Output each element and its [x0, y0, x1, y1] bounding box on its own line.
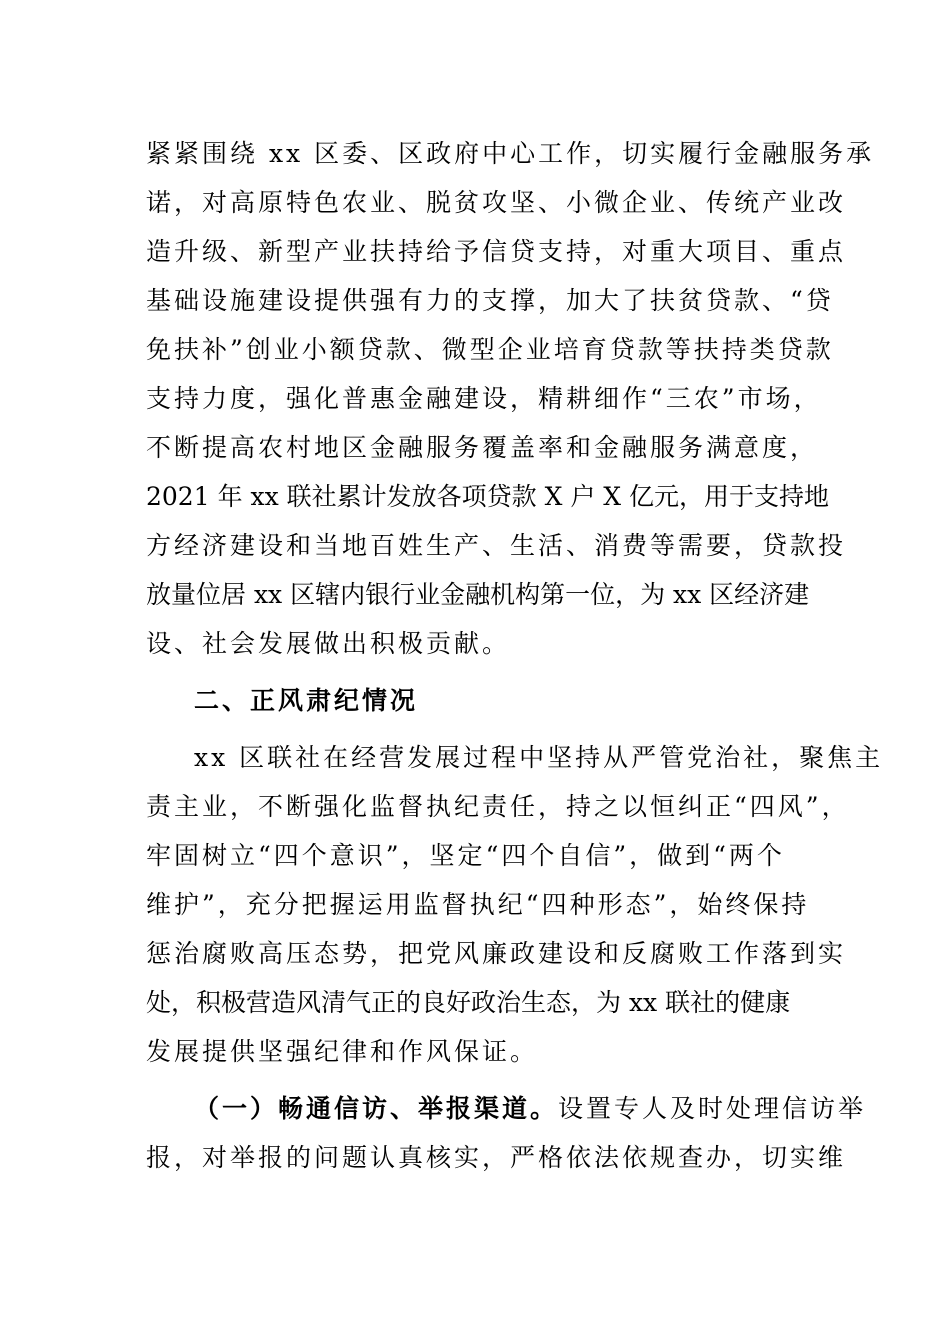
paragraph-line: 报，对举报的问题认真核实，严格依法依规查办，切实维 — [146, 1143, 847, 1172]
paragraph-line: 责主业，不断强化监督执纪责任，持之以恒纠正“四风”， — [146, 792, 850, 821]
subsection-heading: （一）畅通信访、举报渠道。 — [194, 1094, 559, 1123]
paragraph-line: 诺，对高原特色农业、脱贫攻坚、小微企业、传统产业改 — [146, 188, 847, 217]
paragraph-line: 方经济建设和当地百姓生产、生活、消费等需要，贷款投 — [146, 531, 847, 560]
paragraph-line: 支持力度，强化普惠金融建设，精耕细作“三农”市场， — [146, 384, 822, 413]
paragraph-line: 发展提供坚强纪律和作风保证。 — [146, 1037, 539, 1066]
paragraph-line: 维护”，充分把握运用监督执纪“四种形态”，始终保持 — [146, 890, 810, 919]
paragraph-line: xx 区联社在经营发展过程中坚持从严管党治社，聚焦主 — [194, 743, 884, 772]
paragraph-line: 2021 年 xx 联社累计发放各项贷款 X 户 X 亿元，用于支持地 — [146, 482, 830, 511]
paragraph-line: 放量位居 xx 区辖内银行业金融机构第一位，为 xx 区经济建 — [146, 580, 810, 609]
paragraph-line: 紧紧围绕 xx 区委、区政府中心工作，切实履行金融服务承 — [146, 139, 875, 168]
paragraph-line: 牢固树立“四个意识”，坚定“四个自信”，做到“两个 — [146, 841, 785, 870]
paragraph-line: 造升级、新型产业扶持给予信贷支持，对重大项目、重点 — [146, 237, 847, 266]
paragraph-line: 免扶补”创业小额贷款、微型企业培育贷款等扶持类贷款 — [146, 335, 834, 364]
paragraph-line: 设、社会发展做出积极贡献。 — [146, 629, 511, 658]
paragraph-line: 基础设施建设提供强有力的支撑，加大了扶贫贷款、“贷 — [146, 286, 834, 315]
paragraph-line: 处，积极营造风清气正的良好政治生态，为 xx 联社的健康 — [146, 988, 791, 1017]
paragraph-line: 惩治腐败高压态势，把党风廉政建设和反腐败工作落到实 — [146, 939, 847, 968]
paragraph-text: 设置专人及时处理信访举 — [558, 1094, 867, 1123]
section-heading: 二、正风肃纪情况 — [194, 686, 419, 715]
paragraph-line — [194, 1084, 866, 1133]
paragraph-line: 不断提高农村地区金融服务覆盖率和金融服务满意度， — [146, 433, 819, 462]
